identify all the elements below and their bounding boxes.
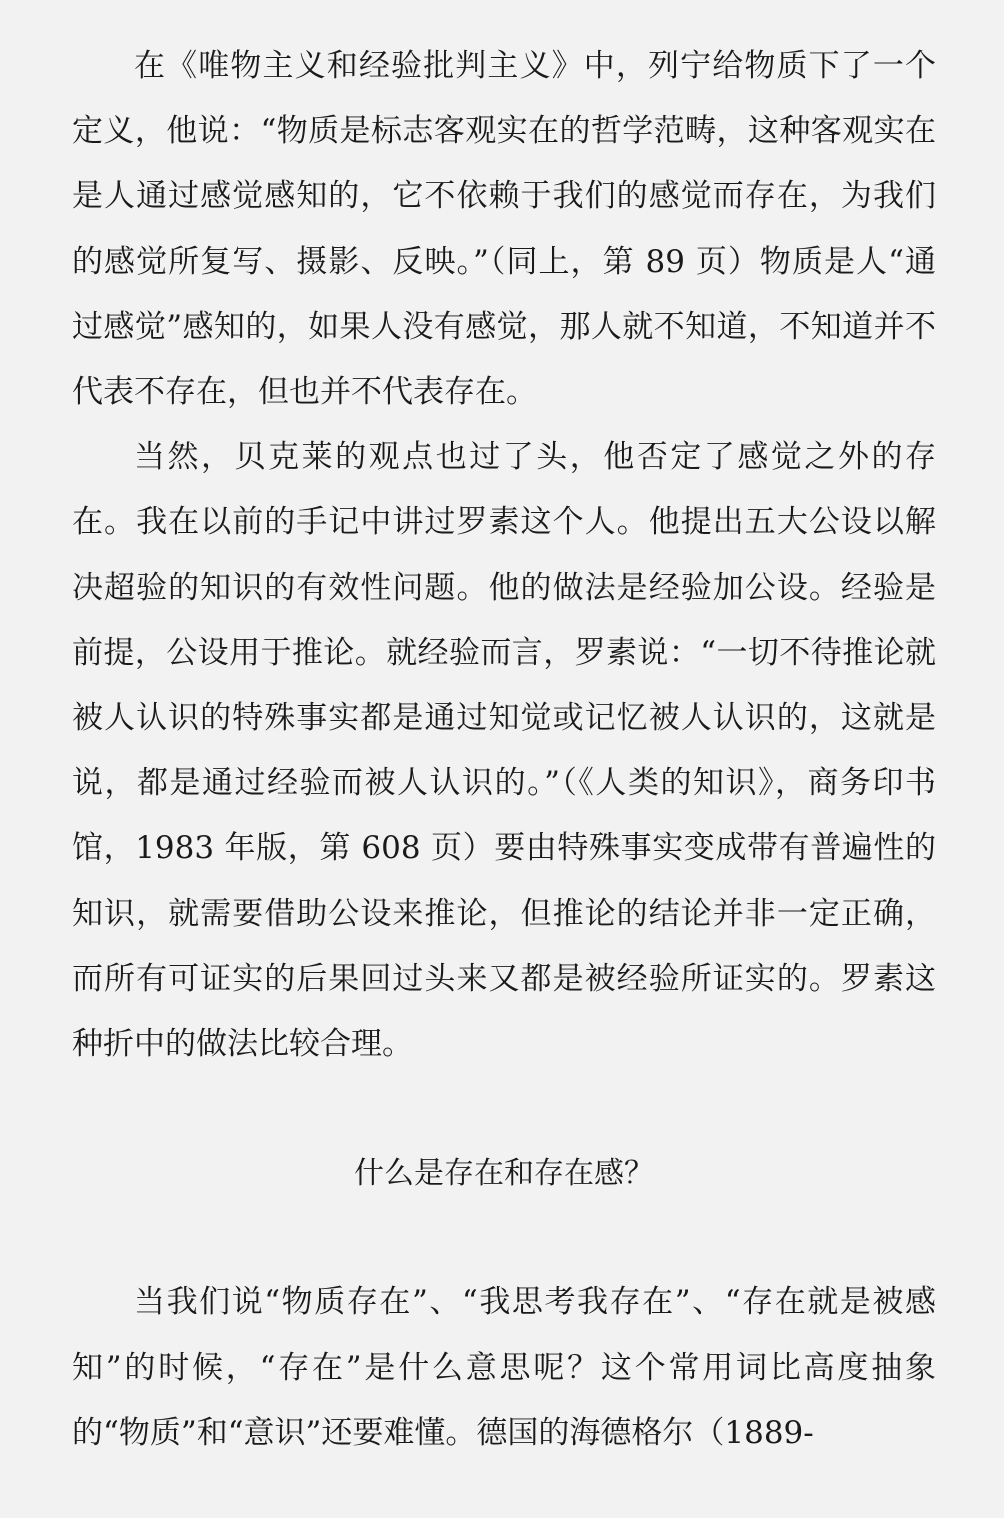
- section-heading: 什么是存在和存在感？: [354, 1156, 654, 1192]
- paragraph-existence-meaning: 当我们说“物质存在”、“我思考我存在”、“存在就是被感知”的时候，“存在”是什么意思呢？这个常用词比高度抽象的“物质”和“意识”还要难懂。德国的海德格尔（1889-: [72, 1284, 936, 1451]
- paragraph-lenin-definition: 在《唯物主义和经验批判主义》中，列宁给物质下了一个定义，他说：“物质是标志客观实在的哲学范畴，这种客观实在是人通过感觉感知的，它不依赖于我们的感觉而存在，为我们的感觉所复写、摄影、反映。”（同上，第 89 页）物质是人“通过感觉”感知的，如果人没有感觉，那人就不知道，不知道并不代表不存在，但也并不代表存在。: [72, 48, 936, 411]
- document-page: [72, 34, 936, 1466]
- paragraph-russell-postulates: 当然，贝克莱的观点也过了头，他否定了感觉之外的存在。我在以前的手记中讲过罗素这个人。他提出五大公设以解决超验的知识的有效性问题。他的做法是经验加公设。经验是前提，公设用于推论。就经验而言，罗素说：“一切不待推论就被人认识的特殊事实都是通过知觉或记忆被人认识的，这就是说，都是通过经验而被人认识的。”（《人类的知识》，商务印书馆，1983 年版，第 608 页）要由特殊事实变成带有普遍性的知识，就需要借助公设来推论，但推论的结论并非一定正确，而所有可证实的后果回过头来又都是被经验所证实的。罗素这种折中的做法比较合理。: [72, 439, 936, 1063]
